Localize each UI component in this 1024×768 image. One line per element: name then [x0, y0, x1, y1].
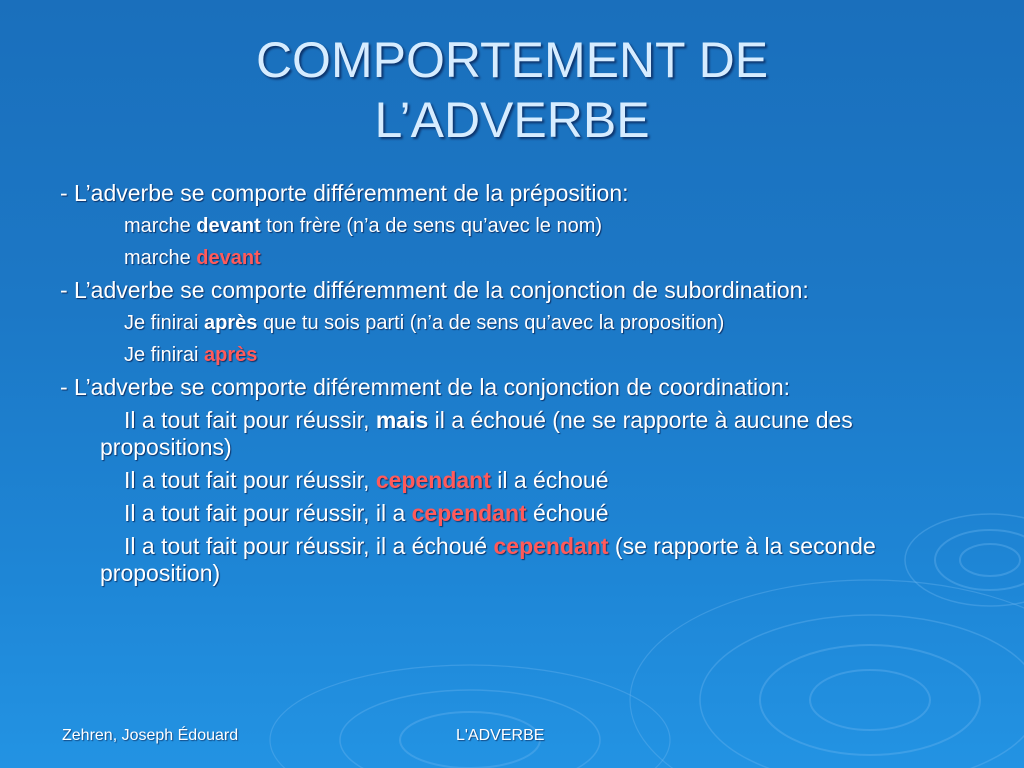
keyword-highlight: cependant [375, 467, 491, 493]
example-text: (se rapporte à la seconde proposition) [100, 533, 876, 586]
example-coordination-2 [60, 467, 960, 494]
example-text: Il a tout fait pour réussir, il a [124, 500, 412, 526]
example-text: que tu sois parti (n’a de sens qu’avec la proposition) [257, 312, 725, 334]
example-text: marche [124, 247, 197, 269]
example-subordination-2 [60, 342, 960, 368]
slide-content [60, 180, 960, 593]
footer-author: Zehren, Joseph Édouard [62, 727, 239, 744]
example-text: Il a tout fait pour réussir, [124, 467, 376, 493]
example-text: ton frère (n’a de sens qu’avec le nom) [260, 215, 603, 237]
slide-title-line-1: COMPORTEMENT DE [255, 32, 769, 88]
slide-title [60, 30, 964, 150]
bullet-preposition: - L’adverbe se comporte différemment de la préposition: [60, 180, 629, 206]
example-text: Il a tout fait pour réussir, [124, 407, 376, 433]
bullet-coordination: - L’adverbe se comporte diféremment de la conjonction de coordination: [60, 374, 791, 400]
example-preposition-1 [60, 213, 960, 239]
example-text: Il a tout fait pour réussir, il a échoué [124, 533, 494, 559]
bullet-subordination: - L’adverbe se comporte différemment de la conjonction de subordination: [60, 277, 809, 303]
example-text: il a échoué [490, 467, 609, 493]
example-coordination-1 [60, 407, 960, 461]
keyword-highlight: cependant [493, 533, 609, 559]
keyword: après [204, 312, 258, 334]
example-subordination-1 [60, 310, 960, 336]
example-coordination-4 [60, 533, 960, 587]
keyword-highlight: cependant [411, 500, 527, 526]
footer-topic: L'ADVERBE [456, 727, 545, 744]
example-text: Je finirai [124, 344, 205, 366]
keyword-highlight: après [204, 344, 258, 366]
example-text: il a échoué (ne se rapporte à aucune des propositions) [100, 407, 853, 460]
keyword: mais [375, 407, 429, 433]
example-text: Je finirai [124, 312, 205, 334]
keyword: devant [196, 215, 261, 237]
example-preposition-2 [60, 245, 960, 271]
example-coordination-3 [60, 500, 960, 527]
keyword-highlight: devant [196, 247, 261, 269]
slide-title-line-2: L’ADVERBE [374, 92, 650, 148]
example-text: échoué [526, 500, 609, 526]
example-text: marche [124, 215, 197, 237]
